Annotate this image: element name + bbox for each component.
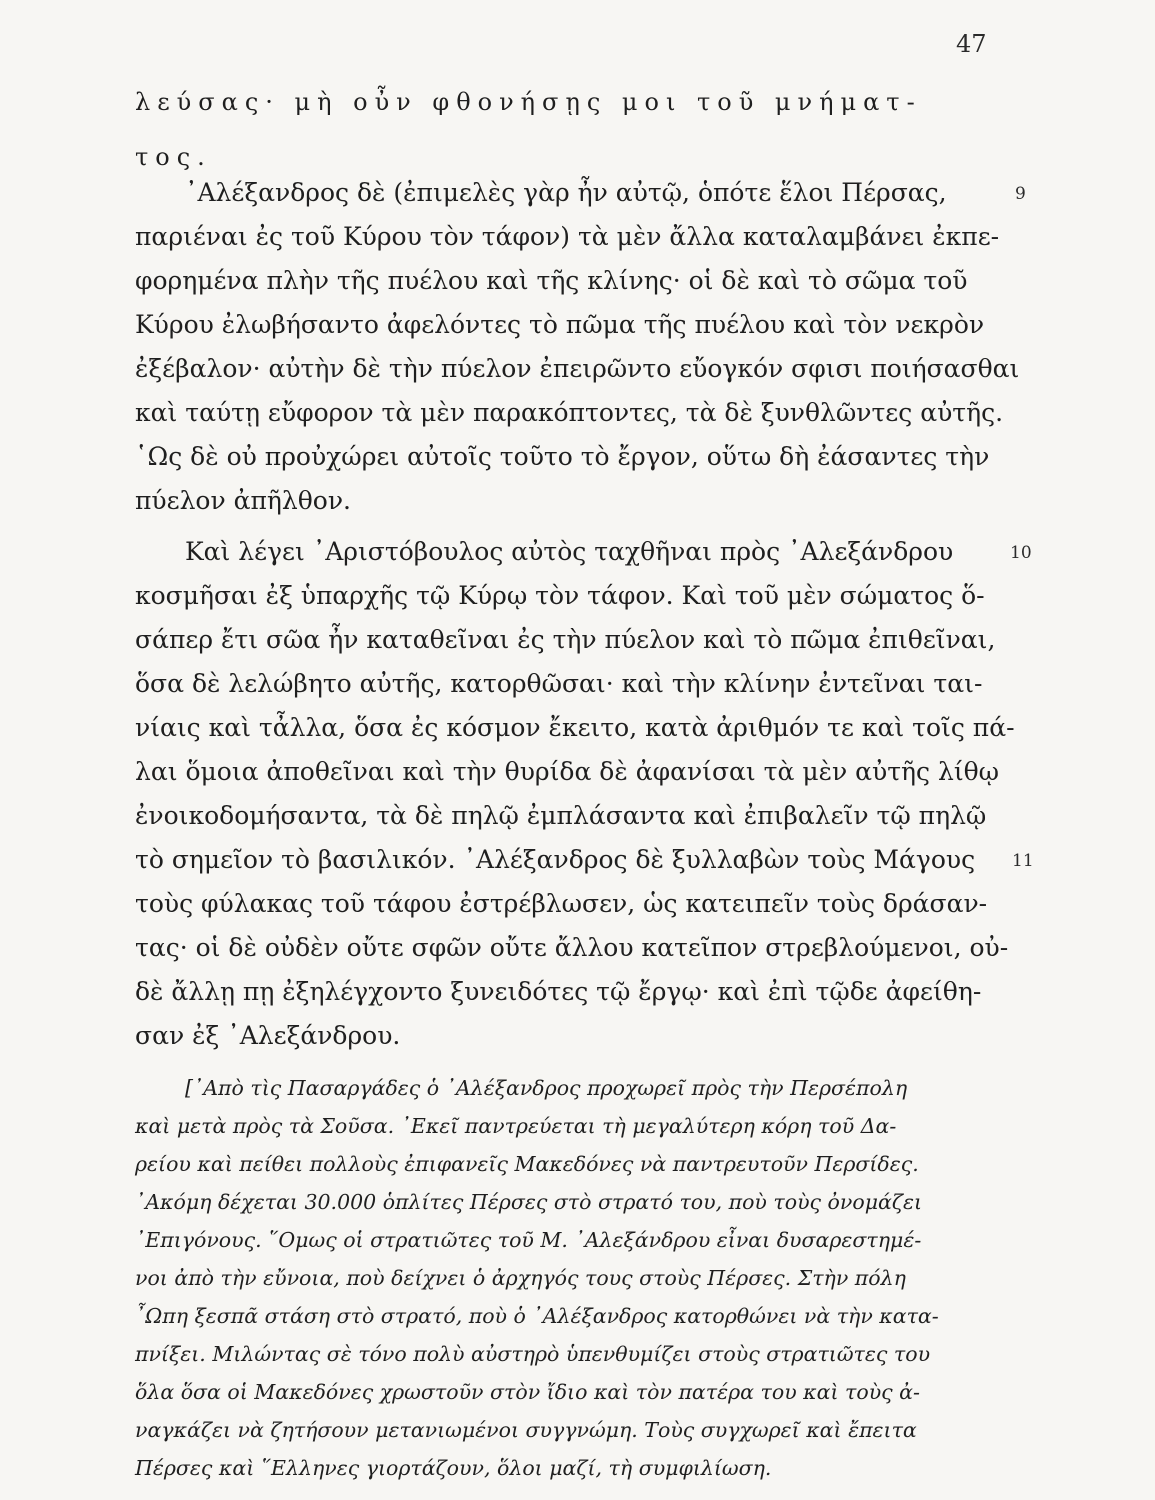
page-number: 47 bbox=[956, 30, 987, 58]
text-line: ῾Ως δὲ οὐ προὐχώρει αὐτοῖς τοῦτο τὸ ἔργον, οὕτω δὴ ἐάσαντες τὴν bbox=[135, 442, 990, 471]
note-line: ὅλα ὅσα οἱ Μακεδόνες χρωστοῦν στὸν ἴδιο καὶ τὸν πατέρα του καὶ τοὺς ἀ- bbox=[135, 1380, 920, 1404]
section-number: 11 bbox=[1012, 851, 1034, 871]
note-line: ῏Ωπη ξεσπᾶ στάση στὸ στρατό, ποὺ ὁ ᾿Αλέξανδρος κατορθώνει νὰ τὴν κατα- bbox=[135, 1304, 939, 1328]
note-line: καὶ μετὰ πρὸς τὰ Σοῦσα. ᾿Εκεῖ παντρεύεται τὴ μεγαλύτερη κόρη τοῦ Δα- bbox=[135, 1114, 897, 1138]
text-line: τας· οἱ δὲ οὐδὲν οὔτε σφῶν οὔτε ἄλλου κατεῖπον στρεβλούμενοι, οὐ- bbox=[135, 933, 1009, 962]
section-number: 10 bbox=[1010, 543, 1032, 563]
text-line: λαι ὅμοια ἀποθεῖναι καὶ τὴν θυρίδα δὲ ἀφανίσαι τὰ μὲν αὐτῆς λίθῳ bbox=[135, 757, 1000, 786]
text-line: τοὺς φύλακας τοῦ τάφου ἐστρέβλωσεν, ὡς κατειπεῖν τοὺς δράσαν- bbox=[135, 889, 988, 918]
text-line: παριέναι ἐς τοῦ Κύρου τὸν τάφον) τὰ μὲν ἄλλα καταλαμβάνει ἐκπε- bbox=[135, 222, 1000, 251]
note-line: ναγκάζει νὰ ζητήσουν μετανιωμένοι συγγνώμη. Τοὺς συγχωρεῖ καὶ ἔπειτα bbox=[135, 1418, 917, 1442]
note-line: πνίξει. Μιλώντας σὲ τόνο πολὺ αὐστηρὸ ὑπενθυμίζει στοὺς στρατιῶτες του bbox=[135, 1342, 931, 1366]
text-line: Κύρου ἐλωβήσαντο ἀφελόντες τὸ πῶμα τῆς πυέλου καὶ τὸν νεκρὸν bbox=[135, 310, 985, 339]
text-line: τὸ σημεῖον τὸ βασιλικόν. ᾿Αλέξανδρος δὲ ξυλλαβὼν τοὺς Μάγους bbox=[135, 845, 976, 874]
note-line: [᾿Απὸ τὶς Πασαργάδες ὁ ᾿Αλέξανδρος προχωρεῖ πρὸς τὴν Περσέπολη bbox=[185, 1076, 908, 1100]
text-line: κοσμῆσαι ἐξ ὑπαρχῆς τῷ Κύρῳ τὸν τάφον. Καὶ τοῦ μὲν σώματος ὅ- bbox=[135, 581, 985, 610]
note-line: νοι ἀπὸ τὴν εὔνοια, ποὺ δείχνει ὁ ἀρχηγός τους στοὺς Πέρσες. Στὴν πόλη bbox=[135, 1266, 906, 1290]
text-line: ἐνοικοδομήσαντα, τὰ δὲ πηλῷ ἐμπλάσαντα καὶ ἐπιβαλεῖν τῷ πηλῷ bbox=[135, 801, 987, 830]
text-line: νίαις καὶ τἆλλα, ὅσα ἐς κόσμον ἔκειτο, κατὰ ἀριθμόν τε καὶ τοῖς πά- bbox=[135, 713, 1015, 742]
text-line: φορημένα πλὴν τῆς πυέλου καὶ τῆς κλίνης· οἱ δὲ καὶ τὸ σῶμα τοῦ bbox=[135, 266, 968, 295]
note-line: ᾿Ακόμη δέχεται 30.000 ὁπλίτες Πέρσες στὸ στρατό του, ποὺ τοὺς ὀνομάζει bbox=[135, 1190, 923, 1214]
text-line: ᾿Αλέξανδρος δὲ (ἐπιμελὲς γὰρ ἦν αὐτῷ, ὁπότε ἕλοι Πέρσας, bbox=[185, 178, 947, 207]
text-line: σαν ἐξ ᾿Αλεξάνδρου. bbox=[135, 1021, 401, 1050]
text-line: δὲ ἄλλῃ πῃ ἐξηλέγχοντο ξυνειδότες τῷ ἔργῳ· καὶ ἐπὶ τῷδε ἀφείθη- bbox=[135, 977, 982, 1006]
text-line: καὶ ταύτῃ εὔφορον τὰ μὲν παρακόπτοντες, τὰ δὲ ξυνθλῶντες αὐτῆς. bbox=[135, 398, 1004, 427]
text-line: σάπερ ἔτι σῶα ἦν καταθεῖναι ἐς τὴν πύελον καὶ τὸ πῶμα ἐπιθεῖναι, bbox=[135, 625, 996, 654]
text-line: ἐξέβαλον· αὐτὴν δὲ τὴν πύελον ἐπειρῶντο εὔογκόν σφισι ποιήσασθαι bbox=[135, 354, 1020, 383]
section-number: 9 bbox=[1015, 184, 1026, 204]
quote-line: τος. bbox=[135, 143, 212, 171]
text-line: ὅσα δὲ λελώβητο αὐτῆς, κατορθῶσαι· καὶ τὴν κλίνην ἐντεῖναι ται- bbox=[135, 669, 983, 698]
text-line: Καὶ λέγει ᾿Αριστόβουλος αὐτὸς ταχθῆναι πρὸς ᾿Αλεξάνδρου bbox=[185, 537, 954, 566]
note-line: ρείου καὶ πείθει πολλοὺς ἐπιφανεῖς Μακεδόνες νὰ παντρευτοῦν Περσίδες. bbox=[135, 1152, 919, 1176]
text-line: πύελον ἀπῆλθον. bbox=[135, 486, 352, 515]
note-line: Πέρσες καὶ ῞Ελληνες γιορτάζουν, ὅλοι μαζί, τὴ συμφιλίωση. bbox=[135, 1456, 772, 1480]
note-line: ᾿Επιγόνους. ῞Ομως οἱ στρατιῶτες τοῦ Μ. ᾿Αλεξάνδρου εἶναι δυσαρεστημέ- bbox=[135, 1228, 922, 1252]
quote-line: λεύσας· μὴ οὖν φθονήσῃς μοι τοῦ μνήματ- bbox=[135, 88, 922, 116]
